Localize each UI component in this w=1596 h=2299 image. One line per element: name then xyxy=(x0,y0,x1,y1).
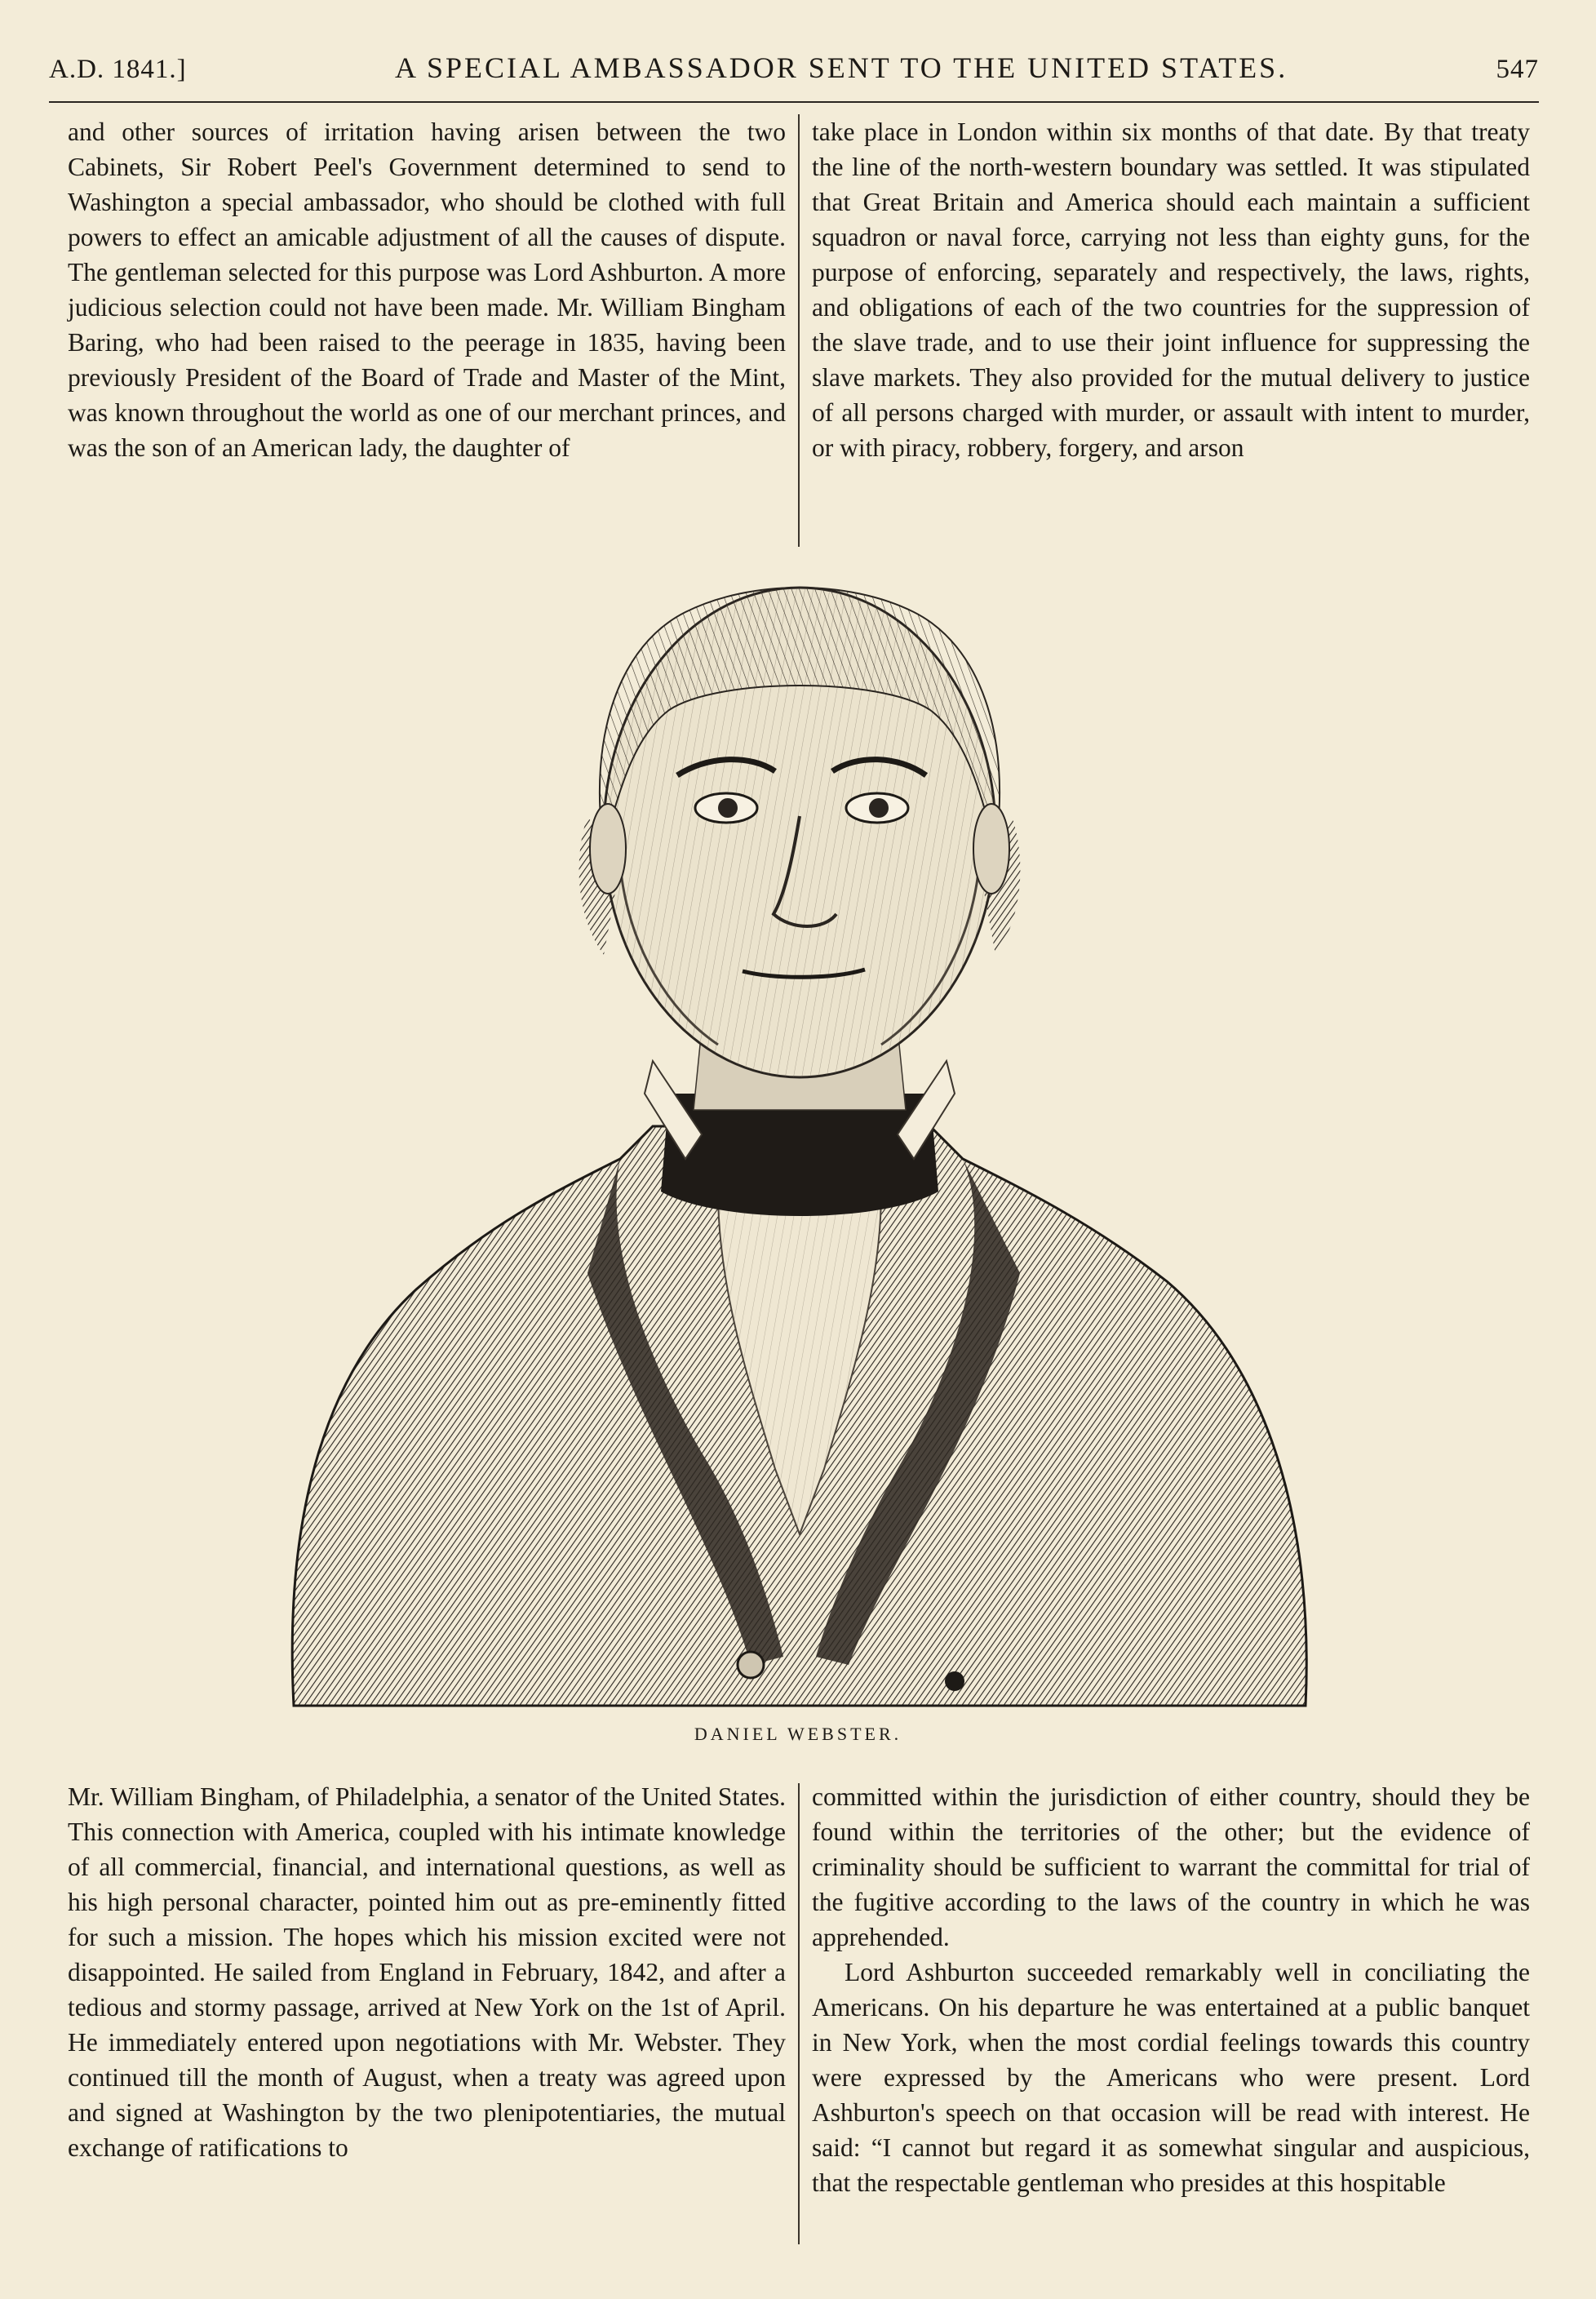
text-column-bottom-left xyxy=(68,1779,786,2165)
paragraph: Mr. William Bingham, of Philadelphia, a senator of the United States. This connection with America, coupled with his intimate knowledge of all commercial, financial, and international questions, as well as his high personal character, pointed him out as pre-eminently fitted for such a mission. The hopes which his mission excited were not disappointed. He sailed from England in February, 1842, and after a tedious and stormy passage, arrived at New York on the 1st of April. He immediately entered upon negotiations with Mr. Webster. They continued till the month of August, when a treaty was agreed upon and signed at Washington by the two plenipotentiaries, the mutual exchange of ratifications to xyxy=(68,1782,786,2162)
portrait-engraving xyxy=(261,571,1338,1714)
column-divider-bottom xyxy=(798,1783,800,2244)
paragraph: and other sources of irritation having arisen between the two Cabinets, Sir Robert Peel's Government determined to send to Washington a special ambassador, who should be clothed with full powers to effect an amicable adjustment of all the causes of dispute. The gentleman selected for this purpose was Lord Ashburton. A more judicious selection could not have been made. Mr. William Bingham Baring, who had been raised to the peerage in 1835, having been previously President of the Board of Trade and Master of the Mint, was known throughout the world as one of our merchant princes, and was the son of an American lady, the daughter of xyxy=(68,118,786,462)
paragraph: committed within the jurisdiction of either country, should they be found within the territories of the other; but the evidence of criminality should be sufficient to warrant the committal for trial of the fugitive according to the laws of the country in which he was apprehended. xyxy=(812,1782,1530,1951)
text-column-top-left xyxy=(68,114,786,465)
text-column-bottom-right xyxy=(812,1779,1530,2200)
paragraph: take place in London within six months of that date. By that treaty the line of the north-western boundary was settled. It was stipulated that Great Britain and America should each maintain a sufficient squadron or naval force, carrying not less than eighty guns, for the purpose of enforcing, separately and respectively, the laws, rights, and obligations of each of the two countries for the suppression of the slave trade, and to use their joint influence for suppressing the slave markets. They also provided for the mutual delivery to justice of all persons charged with murder, or assault with intent to murder, or with piracy, robbery, forgery, and arson xyxy=(812,118,1530,462)
text-column-top-right xyxy=(812,114,1530,465)
column-divider-top xyxy=(798,114,800,547)
illustration-caption: DANIEL WEBSTER. xyxy=(694,1724,902,1744)
header-title: A SPECIAL AMBASSADOR SENT TO THE UNITED STATES. xyxy=(394,51,1288,84)
paragraph: Lord Ashburton succeeded remarkably well in conciliating the Americans. On his departure he was entertained at a public banquet in New York, when the most cordial feelings towards this country were expressed by the Americans who were present. Lord Ashburton's speech on that occasion will be read with interest. He said: “I cannot but regard it as somewhat singular and auspicious, that the respectable gentleman who presides at this hospitable xyxy=(812,1958,1530,2197)
page-number: 547 xyxy=(1496,55,1539,84)
running-head xyxy=(49,51,1539,91)
header-rule xyxy=(49,101,1539,103)
header-date: A.D. 1841.] xyxy=(49,55,187,84)
